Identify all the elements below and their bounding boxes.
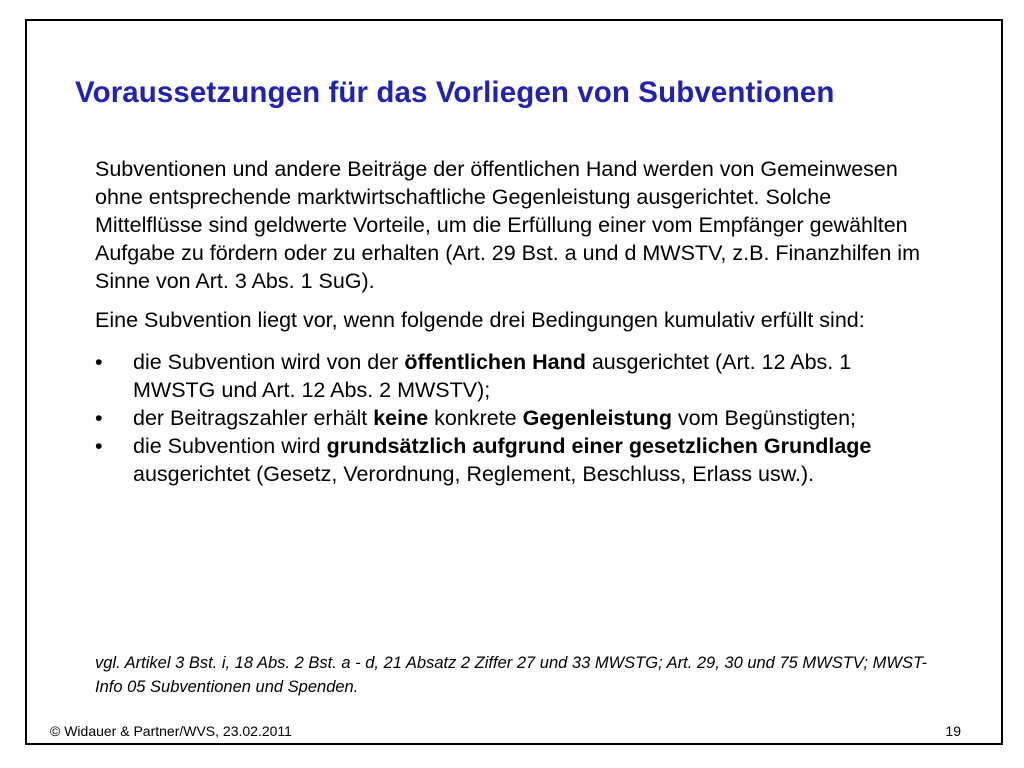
bullet-bold-text: öffentlichen Hand xyxy=(404,350,586,374)
list-item xyxy=(95,348,925,404)
bullet-bold-text: keine xyxy=(373,406,429,430)
bullet-text: ausgerichtet (Art. 12 Abs. 1 MWSTG und Art. 12 Abs. 2 MWSTV); xyxy=(133,350,852,402)
bullet-bold-text: grundsätzlich aufgrund einer gesetzlichen Grundlage xyxy=(326,434,872,458)
page-number: 19 xyxy=(945,723,961,739)
bullet-text: der Beitragszahler erhält xyxy=(133,406,374,430)
bullet-text: die Subvention wird xyxy=(133,434,327,458)
intro-paragraph: Subventionen und andere Beiträge der öffentlichen Hand werden von Gemeinwesen ohne entsprechende marktwirtschaftliche Gegenleistung ausgerichtet. Solche Mittelflüsse sind geldwerte Vorteile, um die Erfüllung einer vom Empfänger gewählten Aufgabe zu fördern oder zu erhalten (Art. 29 Bst. a und d MWSTV, z.B. Finanzhilfen im Sinne von Art. 3 Abs. 1 SuG). xyxy=(95,157,920,293)
conditions-list xyxy=(95,348,925,488)
conditions-intro-paragraph: Eine Subvention liegt vor, wenn folgende drei Bedingungen kumulativ erfüllt sind: xyxy=(95,308,865,332)
bullet-icon: • xyxy=(95,350,103,374)
list-item xyxy=(95,432,925,488)
bullet-text: ausgerichtet (Gesetz, Verordnung, Reglement, Beschluss, Erlass usw.). xyxy=(133,462,815,486)
slide-content xyxy=(95,155,925,488)
reference-note: vgl. Artikel 3 Bst. i, 18 Abs. 2 Bst. a - d, 21 Absatz 2 Ziffer 27 und 33 MWSTG; Art. 29, 30 und 75 MWSTV; MWST-Info 05 Subventionen und Spenden. xyxy=(95,654,928,696)
list-item xyxy=(95,404,925,432)
footer-copyright: © Widauer & Partner/WVS, 23.02.2011 xyxy=(50,723,292,739)
bullet-text: vom Begünstigten; xyxy=(671,406,857,430)
bullet-icon: • xyxy=(95,434,103,458)
bullet-icon: • xyxy=(95,406,103,430)
bullet-bold-text: Gegenleistung xyxy=(522,406,672,430)
bullet-text: konkrete xyxy=(428,406,523,430)
slide-title: Voraussetzungen für das Vorliegen von Subventionen xyxy=(75,76,835,109)
bullet-text: die Subvention wird von der xyxy=(133,350,405,374)
